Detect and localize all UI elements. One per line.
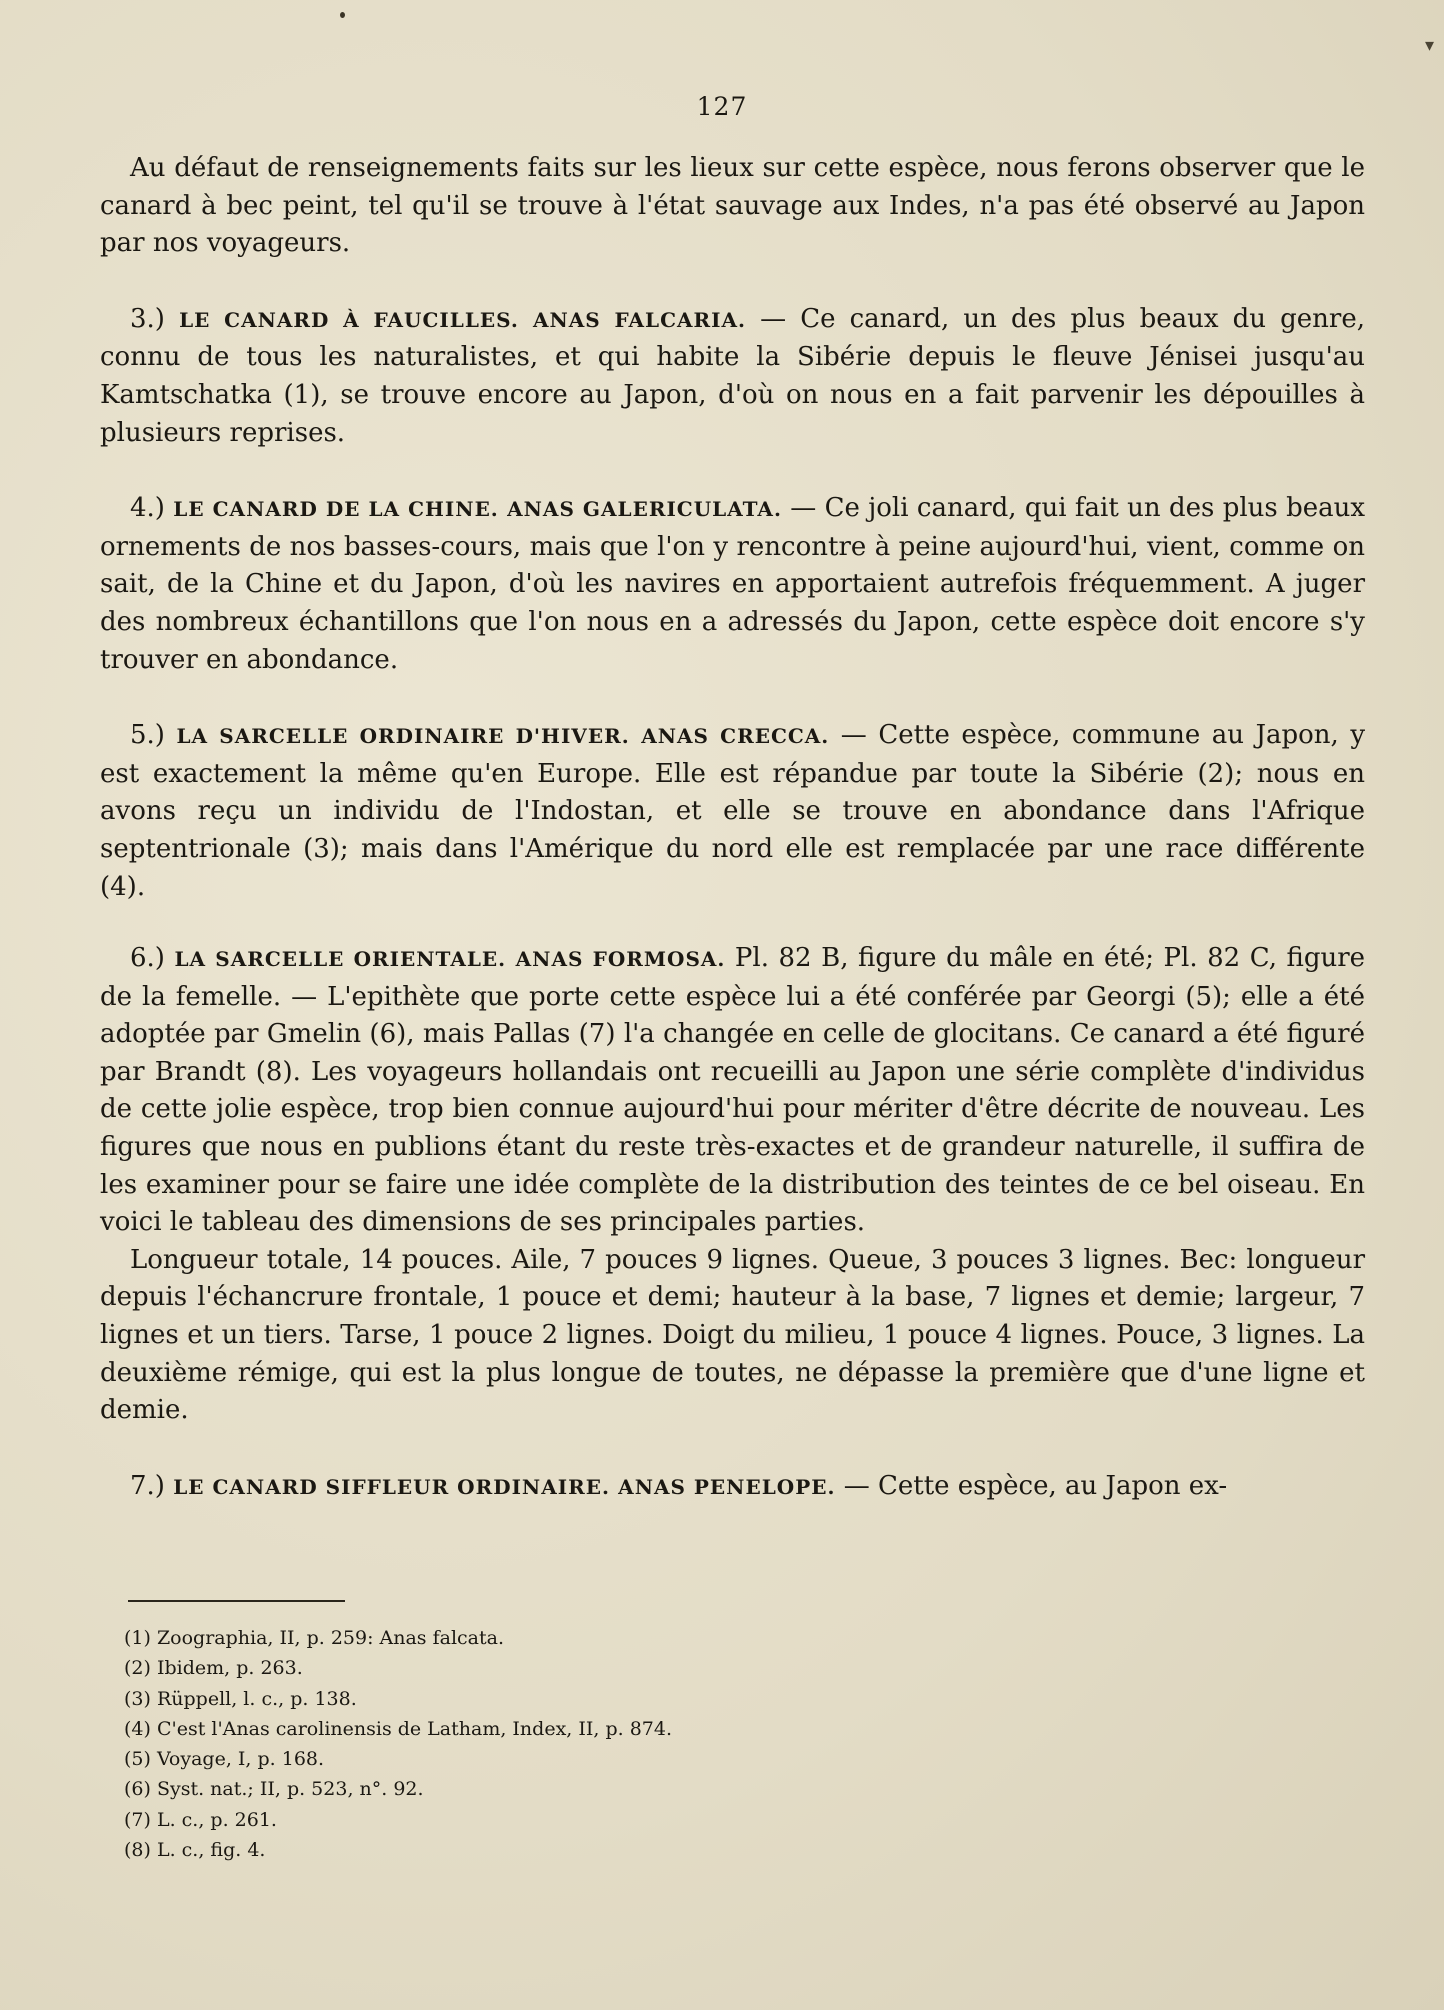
- main-text: [100, 150, 1365, 1506]
- footnote: (3) Rüppell, l. c., p. 138.: [124, 1687, 357, 1710]
- species-title: LA SARCELLE ORIENTALE.: [174, 947, 507, 972]
- species-latin: ANAS PENELOPE.: [618, 1474, 836, 1499]
- species-paragraph-7: [100, 1468, 1365, 1507]
- species-latin: ANAS GALERICULATA.: [507, 497, 782, 522]
- footnote: (8) L. c., fig. 4.: [124, 1839, 266, 1862]
- species-number: 4.): [130, 493, 165, 524]
- species-title: LE CANARD DE LA CHINE.: [173, 497, 499, 522]
- page-number: 127: [696, 92, 748, 121]
- species-number: 5.): [130, 720, 165, 751]
- corner-mark: ▾: [1424, 35, 1434, 56]
- species-number: 7.): [130, 1470, 165, 1501]
- species-number: 6.): [130, 943, 165, 974]
- species-latin: ANAS FORMOSA.: [515, 947, 726, 972]
- footnote-rule: [128, 1600, 345, 1602]
- species-number: 3.): [130, 303, 165, 334]
- paragraph-text: — Cette espèce, commune au Japon, y est exactement la même qu'en Europe. Elle est répandue par toute la Sibérie (2); nous en avons reçu un individu de l'Indostan, et elle se trouve en abondance dans l'Afrique septentrionale (3); mais dans l'Amérique du nord elle est remplacée par une race différente (4).: [100, 720, 1366, 902]
- footnote: (4) C'est l'Anas carolinensis de Latham, Index, II, p. 874.: [124, 1717, 673, 1740]
- paragraph-text: — Cette espèce, au Japon ex-: [843, 1470, 1228, 1501]
- paragraph-intro: [100, 150, 1365, 263]
- species-latin: ANAS CRECCA.: [641, 724, 830, 749]
- paragraph-text: — Ce joli canard, qui fait un des plus beaux ornements de nos basses-cours, mais que l'on y rencontre à peine aujourd'hui, vient, comme on sait, de la Chine et du Japon, d'où les navires en apportaient autrefois fréquemment. A juger des nombreux échantillons que l'on nous en a adressés du Japon, cette espèce doit encore s'y trouver en abondance.: [100, 493, 1366, 675]
- species-title: LE CANARD SIFFLEUR ORDINAIRE.: [173, 1474, 610, 1499]
- species-title: LE CANARD À FAUCILLES.: [179, 307, 519, 332]
- paragraph-text: Longueur totale, 14 pouces. Aile, 7 pouces 9 lignes. Queue, 3 pouces 3 lignes. Bec: longueur depuis l'échancrure frontale, 1 pouce et demi; hauteur à la base, 7 lignes et demie; largeur, 7 lignes et un tiers. Tarse, 1 pouce 2 lignes. Doigt du milieu, 1 pouce 4 lignes. Pouce, 3 lignes. La deuxième rémige, qui est la plus longue de toutes, ne dépasse la première que d'une ligne et demie.: [100, 1244, 1365, 1426]
- species-paragraph-5: [100, 717, 1365, 906]
- paragraph-text: — Ce canard, un des plus beaux du genre, connu de tous les naturalistes, et qui habite la Sibérie depuis le fleuve Jénisei jusqu'au Kamtschatka (1), se trouve encore au Japon, d'où on nous en a fait parvenir les dépouilles à plusieurs reprises.: [100, 303, 1366, 448]
- paragraph-text: Au défaut de renseignements faits sur les lieux sur cette espèce, nous ferons observer que le canard à bec peint, tel qu'il se trouve à l'état sauvage aux Indes, n'a pas été observé au Japon par nos voyageurs.: [100, 153, 1365, 259]
- footnotes: [124, 1623, 1024, 1865]
- ink-speck: [340, 12, 345, 18]
- dimensions-paragraph: [100, 1242, 1365, 1430]
- species-paragraph-6: [100, 940, 1365, 1242]
- footnote: (5) Voyage, I, p. 168.: [124, 1748, 325, 1771]
- footnote: (6) Syst. nat.; II, p. 523, n°. 92.: [124, 1778, 424, 1801]
- species-paragraph-3: [100, 301, 1365, 452]
- footnote: (1) Zoographia, II, p. 259: Anas falcata.: [124, 1627, 505, 1649]
- species-title: LA SARCELLE ORDINAIRE D'HIVER.: [176, 724, 630, 749]
- paragraph-text: Pl. 82 B, figure du mâle en été; Pl. 82 C, figure de la femelle. — L'epithète que porte cette espèce lui a été conférée par Georgi (5); elle a été adoptée par Gmelin (6), mais Pallas (7) l'a changée en celle de glocitans. Ce canard a été figuré par Brandt (8). Les voyageurs hollandais ont recueilli au Japon une série complète d'individus de cette jolie espèce, trop bien connue aujourd'hui pour mériter d'être décrite de nouveau. Les figures que nous en publions étant du reste très-exactes et de grandeur naturelle, il suffira de les examiner pour se faire une idée complète de la distribution des teintes de ce bel oiseau. En voici le tableau des dimensions de ses principales parties.: [100, 943, 1366, 1238]
- species-latin: ANAS FALCARIA.: [532, 307, 747, 332]
- species-paragraph-4: [100, 490, 1365, 679]
- footnote: (7) L. c., p. 261.: [124, 1808, 277, 1831]
- footnote: (2) Ibidem, p. 263.: [124, 1657, 303, 1680]
